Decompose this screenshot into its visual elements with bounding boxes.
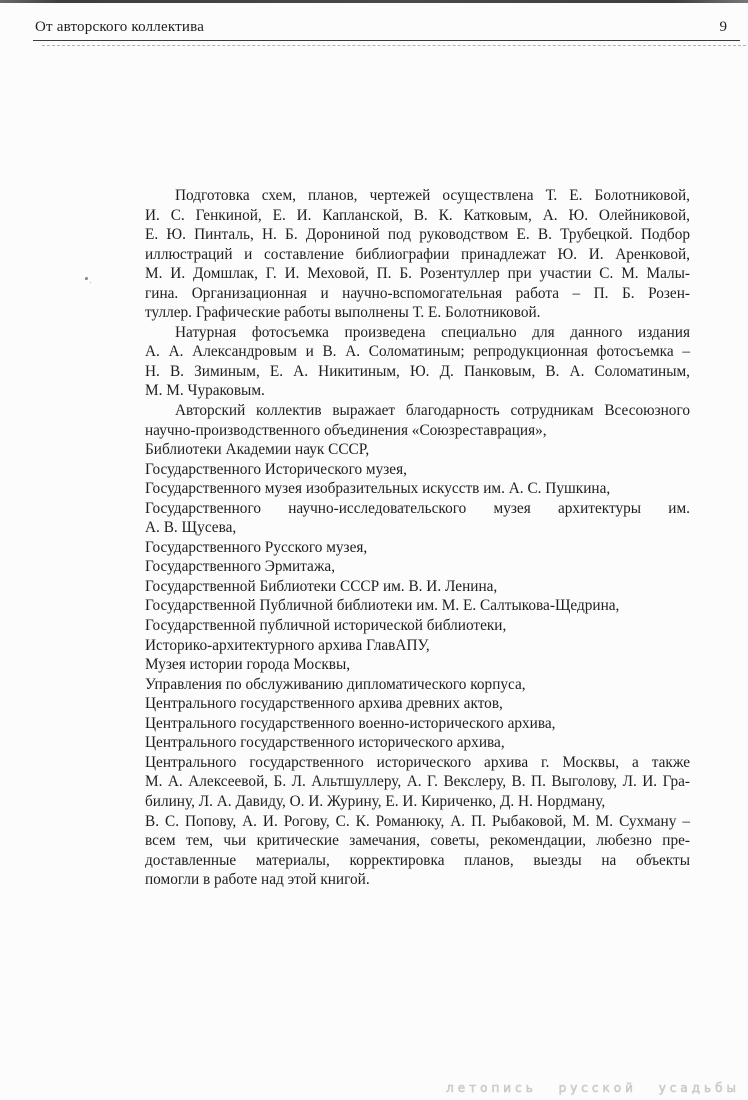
text-line: М. М. Чураковым. [145, 382, 265, 400]
text-line: Центрального государственного архива древних актов, [145, 695, 503, 713]
running-header [35, 19, 738, 39]
text-line: Н. В. Зиминым, Е. А. Никитиным, Ю. Д. Панковым, В. А. Соломатиным, [145, 362, 690, 380]
text-line: Музея истории города Москвы, [145, 656, 351, 674]
text-line: А. В. Щусева, [145, 519, 237, 537]
page-number: 9 [719, 19, 727, 35]
text-line: Государственной Публичной библиотеки им. М. Е. Салтыкова-Щедрина, [145, 597, 620, 615]
text-line: Натурная фотосъемка произведена специально для данного издания [175, 323, 690, 341]
text-line: Центрального государственного исторического архива, [145, 734, 505, 752]
text-line: А. А. Александровым и В. А. Соломатиным; репродукционная фотосъемка – [145, 343, 690, 361]
text-line: Государственного музея изобразительных искусств им. А. С. Пушкина, [145, 480, 611, 498]
text-line: Государственной Библиотеки СССР им. В. И. Ленина, [145, 577, 498, 595]
text-line: помогли в работе над этой книгой. [145, 871, 370, 889]
text-line: Библиотеки Академии наук СССР, [145, 441, 370, 459]
text-line: иллюстраций и составление библиографии принадлежат Ю. И. Аренковой, [145, 245, 690, 263]
text-line: Центрального государственного исторического архива г. Москвы, а также [145, 753, 690, 771]
text-line: Государственной публичной исторической библиотеки, [145, 617, 507, 635]
scan-speck [85, 277, 88, 280]
text-line: Государственного Исторического музея, [145, 460, 407, 478]
text-line: М. И. Домшлак, Г. И. Меховой, П. Б. Розентуллер при участии С. М. Малы- [145, 265, 690, 283]
watermark-text: летопись русской усадьбы [446, 1081, 740, 1095]
scan-edge-artifact [0, 0, 748, 3]
header-rule-secondary [42, 45, 746, 46]
text-line: Подготовка схем, планов, чертежей осуществлена Т. Е. Болотниковой, [175, 187, 690, 204]
header-rule [33, 40, 740, 41]
text-line: туллер. Графические работы выполнены Т. Е. Болотниковой. [145, 304, 541, 322]
text-line: всем тем, чьи критические замечания, советы, рекомендации, любезно пре- [145, 832, 690, 850]
text-line: Центрального государственного военно-исторического архива, [145, 714, 556, 732]
text-line: гина. Организационная и научно-вспомогательная работа – П. Б. Розен- [145, 284, 690, 302]
text-line: М. А. Алексеевой, Б. Л. Альтшуллеру, А. Г. Векслеру, В. П. Выголову, Л. И. Гра- [145, 773, 690, 791]
text-line: научно-производственного объединения «Союзреставрация», [145, 421, 547, 439]
text-line: Историко-архитектурного архива ГлавАПУ, [145, 636, 430, 654]
text-line: И. С. Генкиной, Е. И. Капланской, В. К. Катковым, А. Ю. Олейниковой, [145, 206, 690, 224]
body-text [145, 186, 690, 890]
text-line: Авторский коллектив выражает благодарность сотрудникам Всесоюзного [175, 402, 690, 420]
running-header-title: От авторского коллектива [35, 19, 205, 35]
text-line: Государственного Эрмитажа, [145, 558, 336, 576]
text-line: Государственного научно-исследовательского музея архитектуры им. [145, 499, 690, 517]
text-line: Государственного Русского музея, [145, 538, 368, 556]
text-line: В. С. Попову, А. И. Рогову, С. К. Романюку, А. П. Рыбаковой, М. М. Сухману – [145, 812, 690, 830]
text-line: Управления по обслуживанию дипломатического корпуса, [145, 675, 526, 693]
text-line: доставленные материалы, корректировка планов, выезды на объекты [145, 851, 690, 869]
text-line: билину, Л. А. Давиду, О. И. Журину, Е. И. Кириченко, Д. Н. Нордману, [145, 792, 606, 810]
text-line: Е. Ю. Пинталь, Н. Б. Дорониной под руководством Е. В. Трубецкой. Подбор [145, 226, 690, 244]
